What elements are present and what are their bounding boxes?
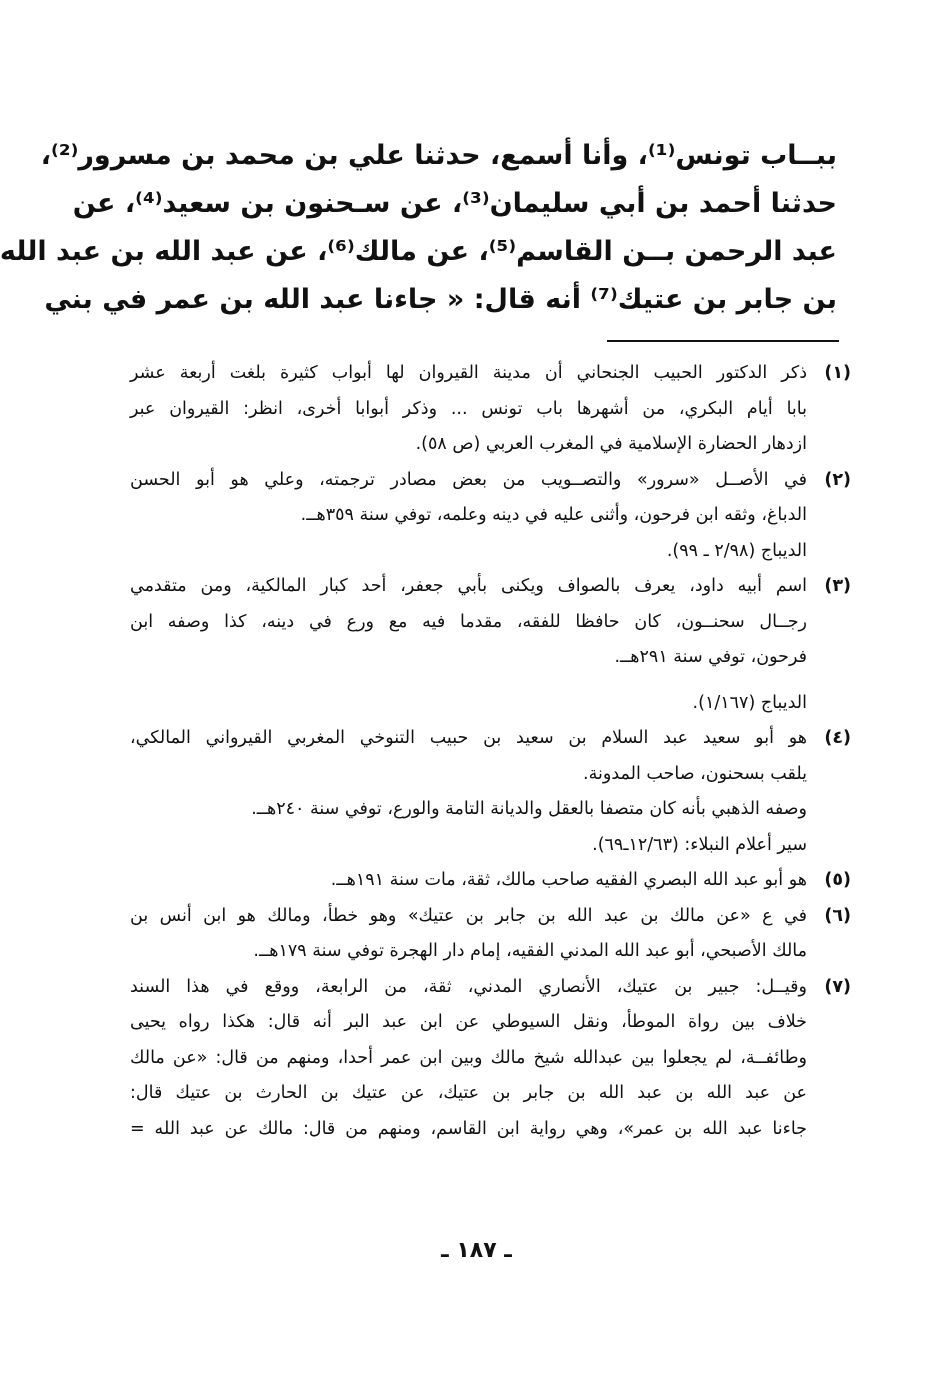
- footnote-number: (٦): [824, 905, 851, 926]
- footnote-line: ازدهار الحضارة الإسلامية في المغرب العربي (ص ٥٨).: [415, 434, 807, 454]
- footnote-3: [130, 569, 851, 676]
- main-text-line: عبد الرحمن بــن القاسم⁽⁵⁾، عن مالك⁽⁶⁾، عن عبد الله بن عبد الله: [0, 236, 837, 267]
- footnote-1: [130, 356, 851, 463]
- footnote-4: [130, 721, 851, 863]
- footnote-line: هو أبو سعيد عبد السلام بن سعيد بن حبيب التنوخي المغربي القيرواني المالكي،: [130, 728, 807, 748]
- footnote-line: مالك الأصبحي، أبو عبد الله المدني الفقيه، إمام دار الهجرة توفي سنة ١٧٩هــ.: [253, 941, 807, 961]
- footnote-line: رجــال سحنــون، كان حافظا للفقه، مقدما فيه مع ورع في دينه، كذا وصفه ابن: [130, 611, 807, 632]
- footnote-2: [130, 463, 851, 534]
- footnote-line: بابا أيام البكري، من أشهرها باب تونس ... وذكر أبوابا أخرى، انظر: القيروان عبر: [130, 398, 807, 419]
- footnote-number: (٣): [824, 576, 851, 596]
- footnote-number: (٢): [824, 469, 851, 490]
- footnote-number: (٤): [824, 728, 851, 748]
- footnote-line: في الأصــل «سرور» والتصــويب من بعض مصادر ترجمته، وعلي هو أبو الحسن: [130, 469, 807, 490]
- main-text: [0, 132, 837, 324]
- footnote-6: [130, 899, 851, 970]
- footnote-line: في ع «عن مالك بن عبد الله بن جابر بن عتيك» وهو خطأ، ومالك هو ابن أنس بن: [130, 905, 807, 926]
- footnote-reference: سير أعلام النبلاء: (١٢/٦٣ـ٦٩).: [592, 834, 807, 855]
- footnote-5: [130, 863, 851, 899]
- footnote-number: (١): [824, 363, 851, 383]
- footnote-number: (٥): [824, 870, 851, 890]
- footnote-line: فرحون، توفي سنة ٢٩١هــ.: [614, 647, 807, 667]
- footnote-line: اسم أبيه داود، يعرف بالصواف ويكنى بأبي جعفر، أحد كبار المالكية، ومن متقدمي: [130, 576, 807, 596]
- footnote-line: عن عبد الله بن عبد الله بن جابر بن عتيك، عن عتيك بن الحارث بن عتيك قال:: [130, 1083, 807, 1103]
- footnote-line: وقيــل: جبير بن عتيك، الأنصاري المدني، ثقة، من الرابعة، ووقع في هذا السند: [130, 976, 807, 997]
- footnote-divider: [607, 340, 839, 342]
- footnote-reference: الديباج (٢/٩٨ ـ ٩٩).: [666, 540, 807, 561]
- footnote-line: ذكر الدكتور الحبيب الجنحاني أن مدينة القيروان لها أبواب كثيرة بلغت أربعة عشر: [130, 363, 807, 383]
- footnote-line: الدباغ، وثقه ابن فرحون، وأثنى عليه في دينه وعلمه، توفي سنة ٣٥٩هــ.: [300, 505, 807, 525]
- footnote-line: هو أبو عبد الله البصري الفقيه صاحب مالك، ثقة، مات سنة ١٩١هــ.: [330, 870, 807, 890]
- footnote-line: وصفه الذهبي بأنه كان متصفا بالعقل والديانة التامة والورع، توفي سنة ٢٤٠هــ.: [251, 799, 807, 819]
- page-number: ـ ١٨٧ ـ: [441, 1238, 512, 1263]
- main-text-line: ببــاب تونس⁽¹⁾، وأنا أسمع، حدثنا علي بن محمد بن مسرور⁽²⁾،: [40, 140, 837, 171]
- footnote-line: جاءنا عبد الله بن عمر»، وهي رواية ابن القاسم، ومنهم من قال: مالك عن عبد الله =: [130, 1118, 807, 1139]
- main-text-line: حدثنا أحمد بن أبي سليمان⁽³⁾، عن سـحنون بن سعيد⁽⁴⁾، عن: [72, 188, 837, 219]
- footnotes: [130, 356, 851, 1147]
- footnote-number: (٧): [824, 976, 851, 997]
- footnote-reference: الديباج (١/١٦٧).: [692, 692, 807, 713]
- footnote-line: يلقب بسحنون، صاحب المدونة.: [583, 763, 807, 784]
- main-text-line: بن جابر بن عتيك⁽⁷⁾ أنه قال: « جاءنا عبد الله بن عمر في بني: [44, 284, 837, 315]
- footnote-7: [130, 970, 851, 1148]
- footnote-line: خلاف بين رواة الموطأ، ونقل السيوطي عن ابن عبد البر أنه قال: هكذا رواه يحيى: [130, 1012, 807, 1032]
- footnote-line: وطائفــة، لم يجعلوا بين عبدالله شيخ مالك وبين ابن عمر أحدا، ومنهم من قال: «عن مالك: [130, 1047, 807, 1068]
